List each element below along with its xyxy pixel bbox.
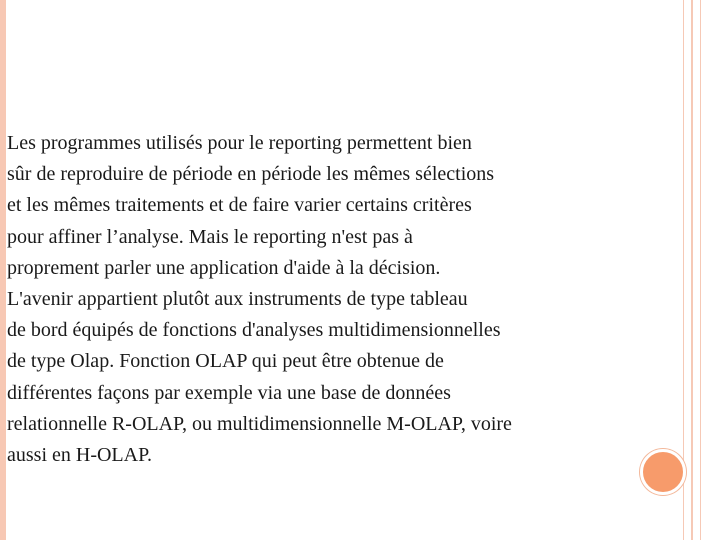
- left-accent-bar: [0, 0, 6, 540]
- text-line: Les programmes utilisés pour le reporting permettent bien: [7, 132, 472, 154]
- right-decor-line: [691, 0, 693, 540]
- text-line: de bord équipés de fonctions d'analyses multidimensionnelles: [7, 319, 501, 342]
- text-line: et les mêmes traitements et de faire varier certains critères: [7, 194, 472, 217]
- text-line: pour affiner l’analyse. Mais le reporting n'est pas à: [7, 225, 413, 248]
- text-line: de type Olap. Fonction OLAP qui peut être obtenue de: [7, 350, 444, 373]
- text-line: relationnelle R-OLAP, ou multidimensionnelle M-OLAP, voire: [7, 412, 512, 435]
- text-line: aussi en H-OLAP.: [7, 444, 152, 467]
- text-line: proprement parler une application d'aide à la décision.: [7, 256, 441, 279]
- right-decor-line: [683, 0, 684, 540]
- text-line: sûr de reproduire de période en période les mêmes sélections: [7, 163, 495, 186]
- text-line: L'avenir appartient plutôt aux instruments de type tableau: [7, 288, 468, 311]
- slide-body-text: [7, 128, 647, 471]
- text-line: différentes façons par exemple via une base de données: [7, 381, 451, 404]
- right-decor-line: [700, 0, 701, 540]
